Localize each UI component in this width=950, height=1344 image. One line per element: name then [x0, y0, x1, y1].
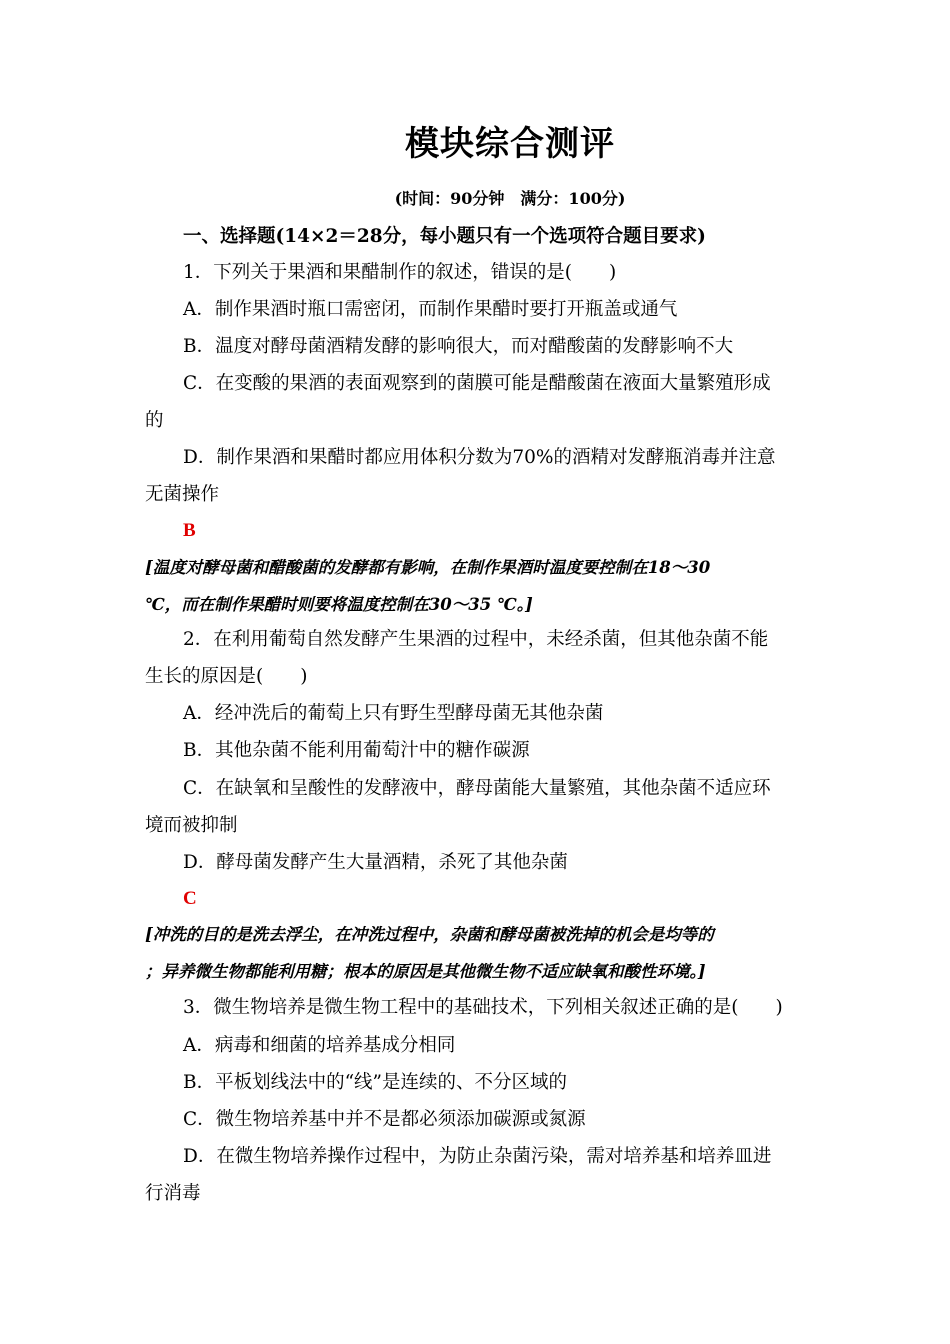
q3-option-d-cont: 行消毒 — [145, 1183, 201, 1204]
q2-stem: 2．在利用葡萄自然发酵产生果酒的过程中，未经杀菌，但其他杂菌不能 — [183, 629, 769, 650]
q2-option-c-cont: 境而被抑制 — [145, 815, 238, 836]
q1-option-c-cont: 的 — [145, 410, 164, 431]
section-heading: 一、选择题(14×2＝28分，每小题只有一个选项符合题目要求) — [183, 226, 706, 247]
q3-option-a: A．病毒和细菌的培养基成分相同 — [183, 1035, 456, 1056]
q1-answer: B — [183, 520, 196, 541]
q1-explanation: [温度对酵母菌和醋酸菌的发酵都有影响，在制作果酒时温度要控制在18～30 — [145, 558, 711, 577]
q2-explanation: [冲洗的目的是洗去浮尘，在冲洗过程中，杂菌和酵母菌被洗掉的机会是均等的 — [145, 925, 714, 944]
q3-option-b: B．平板划线法中的“线”是连续的、不分区域的 — [183, 1072, 568, 1093]
page-title: 模块综合测评 — [405, 124, 615, 164]
q3-option-c: C．微生物培养基中并不是都必须添加碳源或氮源 — [183, 1109, 586, 1130]
q2-stem-cont: 生长的原因是( ) — [145, 666, 308, 687]
q2-option-b: B．其他杂菌不能利用葡萄汁中的糖作碳源 — [183, 740, 530, 761]
q2-option-c: C．在缺氧和呈酸性的发酵液中，酵母菌能大量繁殖，其他杂菌不适应环 — [183, 778, 771, 799]
q1-option-a: A．制作果酒时瓶口需密闭，而制作果醋时要打开瓶盖或通气 — [183, 299, 678, 320]
q2-option-a: A．经冲洗后的葡萄上只有野生型酵母菌无其他杂菌 — [183, 703, 604, 724]
q2-option-d: D．酵母菌发酵产生大量酒精，杀死了其他杂菌 — [183, 852, 568, 873]
q1-option-b: B．温度对酵母菌酒精发酵的影响很大，而对醋酸菌的发酵影响不大 — [183, 336, 734, 357]
q3-option-d: D．在微生物培养操作过程中，为防止杂菌污染，需对培养基和培养皿进 — [183, 1146, 772, 1167]
q1-explanation-cont: ℃，而在制作果醋时则要将温度控制在30～35 ℃。] — [145, 595, 533, 614]
q2-answer: C — [183, 888, 197, 909]
q1-stem: 1．下列关于果酒和果醋制作的叙述，错误的是( ) — [183, 262, 617, 283]
exam-meta: (时间：90分钟 满分：100分) — [394, 189, 626, 208]
q2-explanation-cont: ；异养微生物都能利用糖；根本的原因是其他微生物不适应缺氧和酸性环境。] — [145, 962, 706, 981]
q1-option-d-cont: 无菌操作 — [145, 484, 220, 505]
q1-option-c: C．在变酸的果酒的表面观察到的菌膜可能是醋酸菌在液面大量繁殖形成 — [183, 373, 771, 394]
q1-option-d: D．制作果酒和果醋时都应用体积分数为70%的酒精对发酵瓶消毒并注意 — [183, 447, 776, 468]
q3-stem: 3．微生物培养是微生物工程中的基础技术，下列相关叙述正确的是( ) — [183, 997, 783, 1018]
